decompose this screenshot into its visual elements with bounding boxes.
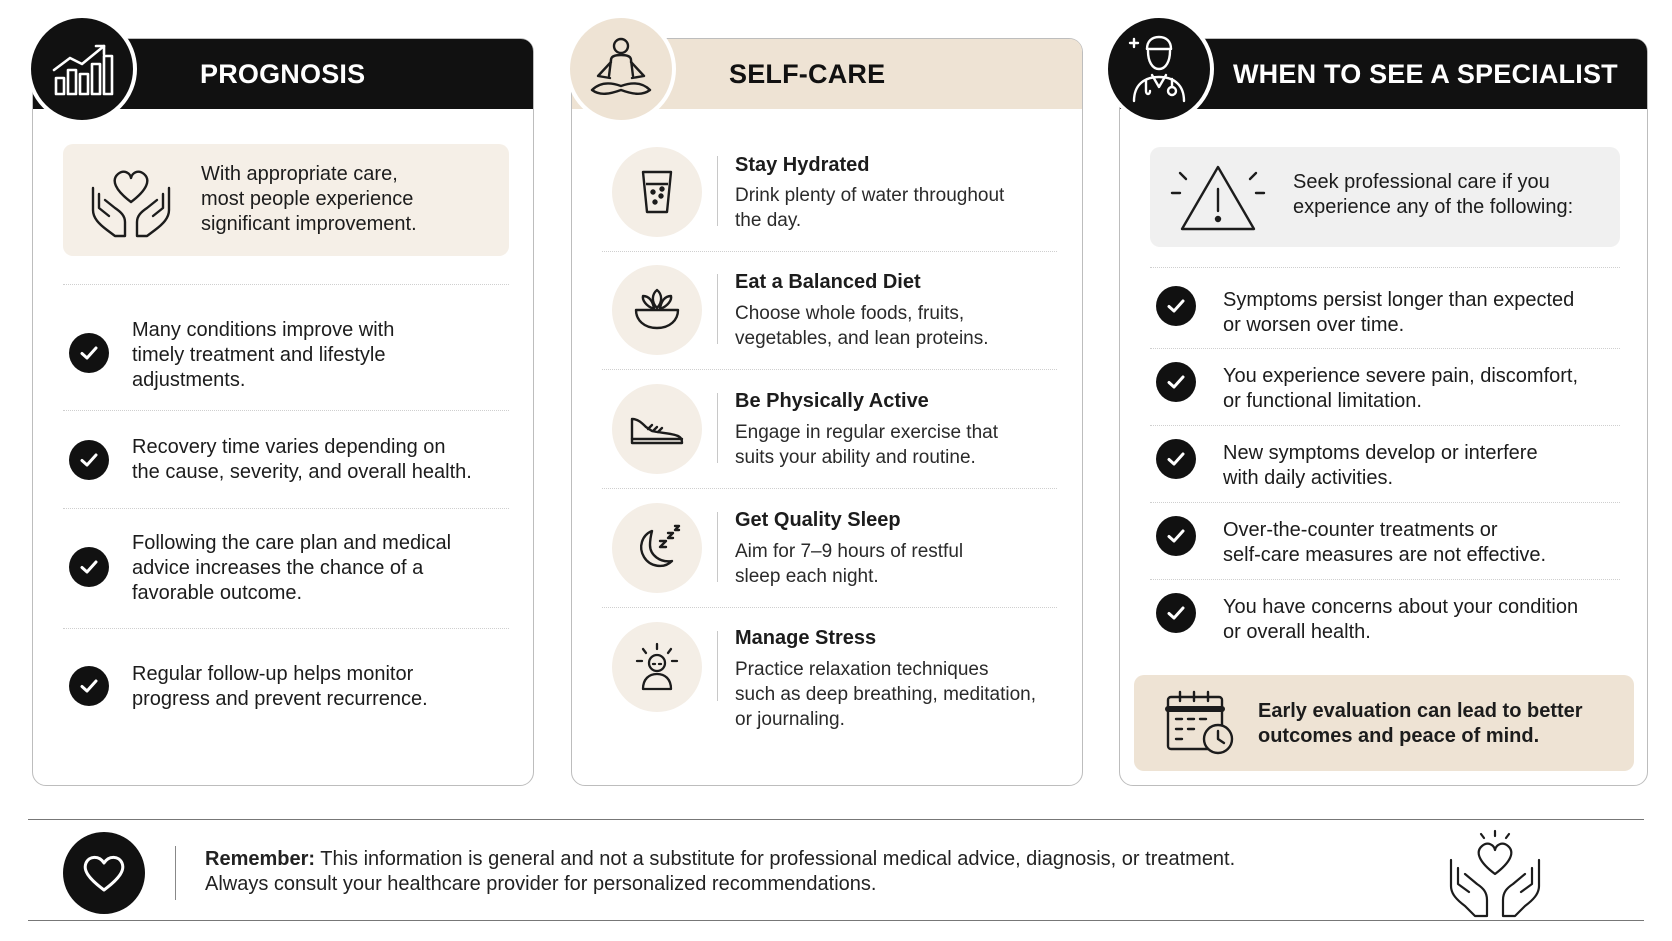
divider [1150, 348, 1620, 349]
check-icon [1156, 362, 1196, 402]
selfcare-item-desc [735, 183, 1055, 233]
desc-line: Practice relaxation techniques [735, 659, 989, 680]
selfcare-item-title: Stay Hydrated [735, 154, 870, 176]
item-line: Regular follow-up helps monitor [132, 663, 414, 685]
specialist-alert [1150, 147, 1620, 247]
selfcare-title: SELF-CARE [729, 58, 886, 89]
sneaker-icon [612, 384, 702, 474]
desc-line: the day. [735, 210, 802, 231]
item-line: timely treatment and lifestyle [132, 344, 386, 366]
meditation-icon [566, 14, 676, 124]
water-glass-icon [612, 147, 702, 237]
divider [602, 251, 1057, 252]
divider [63, 284, 509, 285]
selfcare-item-desc [735, 420, 1055, 470]
divider [1150, 502, 1620, 503]
prognosis-highlight-text [201, 162, 501, 237]
alert-line: experience any of the following: [1293, 196, 1574, 218]
divider [1150, 425, 1620, 426]
specialist-note [1134, 675, 1634, 771]
item-line: Following the care plan and medical [132, 532, 452, 554]
item-line: progress and prevent recurrence. [132, 688, 428, 710]
item-line: Many conditions improve with [132, 319, 395, 341]
item-line: or functional limitation. [1223, 390, 1422, 412]
divider [717, 631, 718, 701]
divider [717, 156, 718, 226]
item-line: Symptoms persist longer than expected [1223, 289, 1575, 311]
selfcare-item-desc [735, 539, 1055, 589]
desc-line: suits your ability and routine. [735, 447, 976, 468]
check-icon [69, 440, 109, 480]
prognosis-title: PROGNOSIS [200, 58, 366, 89]
footer-top-rule [28, 819, 1644, 820]
desc-line: Choose whole foods, fruits, [735, 303, 965, 324]
selfcare-item-title: Get Quality Sleep [735, 509, 901, 531]
specialist-title: WHEN TO SEE A SPECIALIST [1233, 58, 1618, 89]
highlight-line: significant improvement. [201, 213, 417, 235]
prognosis-card [32, 38, 534, 786]
prognosis-item [132, 318, 502, 393]
footer-line-1: This information is general and not a substitute for professional medical advice, diagnosis, or treatment. [320, 848, 1236, 870]
heart-icon [63, 832, 145, 914]
specialist-note-text [1258, 699, 1618, 749]
footer-bottom-rule [28, 920, 1644, 921]
footer-vline [175, 846, 176, 900]
divider [63, 410, 509, 411]
desc-line: Aim for 7–9 hours of restful [735, 541, 964, 562]
specialist-item [1223, 288, 1633, 338]
specialist-item [1223, 364, 1633, 414]
calm-person-icon [612, 622, 702, 712]
desc-line: Drink plenty of water throughout [735, 185, 1005, 206]
desc-line: sleep each night. [735, 566, 879, 587]
selfcare-item-title: Manage Stress [735, 627, 877, 649]
alert-line: Seek professional care if you [1293, 171, 1550, 193]
heart-hands-icon [85, 158, 177, 247]
heart-hands-icon [1443, 828, 1547, 925]
selfcare-card [571, 38, 1083, 786]
prognosis-highlight [63, 144, 509, 256]
warning-icon [1168, 159, 1268, 240]
desc-line: or journaling. [735, 709, 845, 730]
divider [602, 607, 1057, 608]
item-line: the cause, severity, and overall health. [132, 461, 472, 483]
specialist-item [1223, 518, 1633, 568]
check-icon [1156, 286, 1196, 326]
item-line: Over-the-counter treatments or [1223, 519, 1498, 541]
note-line: outcomes and peace of mind. [1258, 725, 1540, 747]
divider [602, 488, 1057, 489]
prognosis-item [132, 531, 512, 606]
selfcare-item-title: Eat a Balanced Diet [735, 271, 921, 293]
salad-bowl-icon [612, 265, 702, 355]
growth-chart-icon [27, 14, 137, 124]
prognosis-item [132, 662, 512, 712]
divider [717, 512, 718, 582]
item-line: You experience severe pain, discomfort, [1223, 365, 1579, 387]
check-icon [1156, 516, 1196, 556]
doctor-icon [1104, 14, 1214, 124]
desc-line: Engage in regular exercise that [735, 422, 998, 443]
selfcare-item-desc [735, 657, 1065, 732]
check-icon [69, 666, 109, 706]
item-line: You have concerns about your condition [1223, 596, 1579, 618]
specialist-item [1223, 595, 1633, 645]
divider [602, 369, 1057, 370]
item-line: advice increases the chance of a [132, 557, 424, 579]
item-line: or overall health. [1223, 621, 1371, 643]
selfcare-item-title: Be Physically Active [735, 390, 929, 412]
divider [717, 393, 718, 463]
highlight-line: most people experience [201, 188, 414, 210]
item-line: Recovery time varies depending on [132, 436, 446, 458]
calendar-clock-icon [1164, 689, 1236, 762]
desc-line: vegetables, and lean proteins. [735, 328, 989, 349]
item-line: New symptoms develop or interfere [1223, 442, 1538, 464]
check-icon [1156, 439, 1196, 479]
prognosis-item [132, 435, 522, 485]
moon-sleep-icon [612, 503, 702, 593]
item-line: favorable outcome. [132, 582, 303, 604]
divider [1150, 267, 1620, 268]
divider [717, 274, 718, 344]
item-line: or worsen over time. [1223, 314, 1405, 336]
check-icon [69, 547, 109, 587]
divider [1150, 579, 1620, 580]
item-line: adjustments. [132, 369, 246, 391]
check-icon [1156, 593, 1196, 633]
desc-line: such as deep breathing, meditation, [735, 684, 1037, 705]
selfcare-item-desc [735, 301, 1055, 351]
highlight-line: With appropriate care, [201, 163, 398, 185]
footer-label: Remember: [205, 848, 316, 870]
divider [63, 508, 509, 509]
footer-disclaimer [205, 847, 1235, 897]
specialist-card [1119, 38, 1648, 786]
item-line: self-care measures are not effective. [1223, 544, 1547, 566]
note-line: Early evaluation can lead to better [1258, 700, 1583, 722]
footer-line-2: Always consult your healthcare provider for personalized recommendations. [205, 873, 877, 895]
specialist-item [1223, 441, 1633, 491]
check-icon [69, 333, 109, 373]
divider [63, 628, 509, 629]
specialist-alert-text [1293, 170, 1613, 220]
item-line: with daily activities. [1223, 467, 1394, 489]
